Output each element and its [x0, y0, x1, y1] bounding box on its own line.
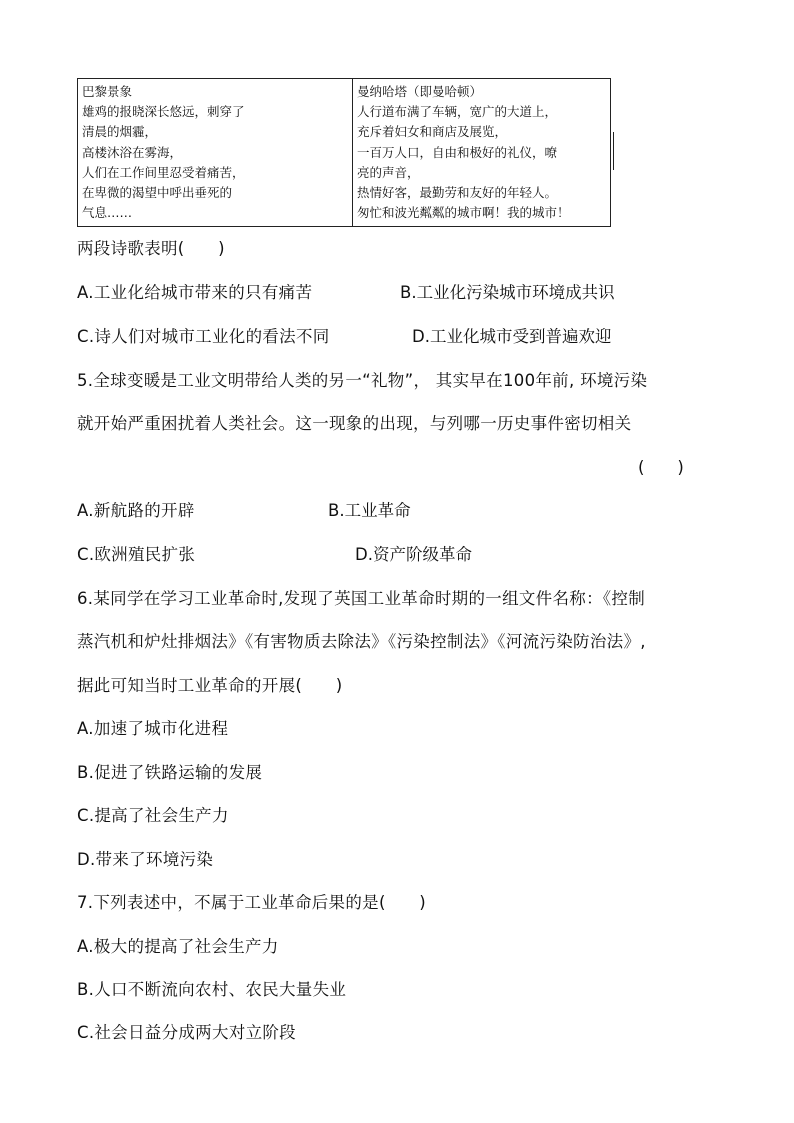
- poem-line: 清晨的烟霾，: [82, 124, 158, 140]
- q6-option-d: D.带来了环境污染: [77, 850, 214, 869]
- poem-manhattan-title: 曼纳哈塔（即曼哈顿）: [357, 84, 483, 99]
- q5-option-b: B.工业革命: [328, 501, 411, 520]
- q6-stem-line2: 蒸汽机和炉灶排烟法》《有害物质去除法》《污染控制法》《河流污染防治法》,: [77, 632, 646, 651]
- q6-stem-line3: 据此可知当时工业革命的开展( ): [77, 676, 343, 695]
- poem-table: [77, 78, 611, 227]
- poem-line: 高楼沐浴在雾海，: [82, 144, 183, 160]
- poem-manhattan-cell: [353, 79, 611, 227]
- poem-line: 充斥着妇女和商店及展览，: [357, 124, 508, 140]
- q5-stem-line1: 5.全球变暖是工业文明带给人类的另一“礼物”， 其实早在100年前, 环境污染: [77, 371, 648, 390]
- poem-line: 匆忙和波光粼粼的城市啊！我的城市！: [357, 205, 570, 221]
- poem-line: 亮的声音，: [357, 164, 420, 180]
- poem-line: 人们在工作间里忍受着痛苦，: [82, 164, 245, 180]
- q5-option-a: A.新航路的开辟: [77, 501, 195, 520]
- q6-stem-line1: 6.某同学在学习工业革命时,发现了英国工业革命时期的一组文件名称：《控制: [77, 589, 646, 608]
- q5-stem-line2: 就开始严重困扰着人类社会。这一现象的出现，与列哪一历史事件密切相关: [77, 414, 632, 433]
- q7-option-b: B.人口不断流向农村、农民大量失业: [77, 980, 347, 999]
- q5-answer-paren: ( ): [638, 458, 684, 477]
- poem-line: 一百万人口，自由和极好的礼仪，嘹: [357, 144, 558, 160]
- q7-option-a: A.极大的提高了社会生产力: [77, 937, 279, 956]
- q6-option-a: A.加速了城市化进程: [77, 719, 229, 738]
- poem-line: 人行道布满了车辆，宽广的大道上，: [357, 104, 558, 120]
- q7-stem: 7.下列表述中，不属于工业革命后果的是( ): [77, 893, 427, 912]
- poem-line: 气息……: [82, 205, 133, 221]
- q4-option-d: D.工业化城市受到普遍欢迎: [412, 327, 612, 346]
- q6-option-c: C.提高了社会生产力: [77, 806, 229, 825]
- q5-option-d: D.资产阶级革命: [355, 545, 472, 564]
- poem-line: 在卑微的渴望中呼出垂死的: [82, 185, 233, 201]
- q4-option-b: B.工业化污染城市环境成共识: [400, 283, 615, 302]
- q4-option-a: A.工业化给城市带来的只有痛苦: [77, 283, 313, 302]
- poem-paris-cell: [78, 79, 353, 227]
- q4-stem: 两段诗歌表明( ): [77, 239, 225, 258]
- poem-line: 热情好客，最勤劳和友好的年轻人。: [357, 185, 558, 201]
- poem-paris-title: 巴黎景象: [82, 84, 133, 99]
- margin-mark: [613, 132, 614, 170]
- q6-option-b: B.促进了铁路运输的发展: [77, 763, 263, 782]
- q7-option-c: C.社会日益分成两大对立阶段: [77, 1023, 296, 1042]
- q4-option-c: C.诗人们对城市工业化的看法不同: [77, 327, 330, 346]
- q5-option-c: C.欧洲殖民扩张: [77, 545, 196, 564]
- poem-line: 雄鸡的报晓深长悠远，刺穿了: [82, 104, 245, 120]
